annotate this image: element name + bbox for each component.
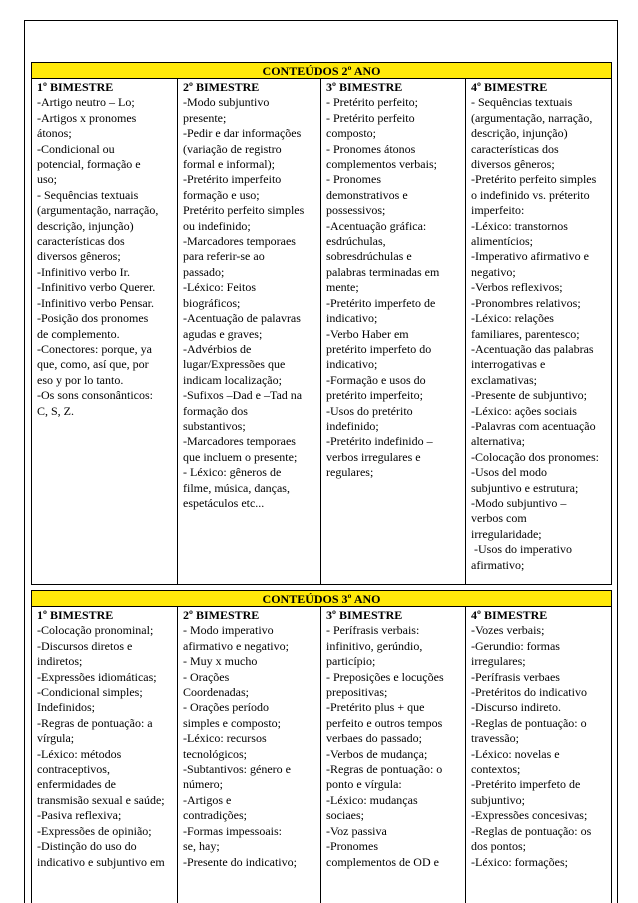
content-line: (argumentação, narração, [37,203,159,218]
content-line: lugar/Expressões que [183,357,286,372]
content-line: -Pronomes [326,839,378,854]
content-line: subjuntivo; [471,792,526,807]
content-line: -Infinitivo verbo Querer. [37,280,156,295]
content-line: formal e informal); [183,157,275,172]
content-line: - Preposições e locuções [326,669,444,684]
content-line: infinitivo, gerúndio, [326,638,423,653]
content-line: -Imperativo afirmativo e [471,249,589,264]
content-line: indicativo; [326,357,378,372]
content-line: -Vozes verbais; [471,623,545,638]
content-line: - Muy x mucho [183,654,258,669]
content-line: -Léxico: formações; [471,854,568,869]
content-line: indicativo e subjuntivo em [37,854,165,869]
content-line: mente; [326,280,359,295]
content-line: -Modo subjuntivo [183,95,270,110]
content-line: -Expressões de opinião; [37,823,152,838]
content-line: espetáculos etc... [183,495,265,510]
content-line: -Reglas de pontuação: o [471,715,587,730]
content-line: -Gerundio: formas [471,638,560,653]
content-line: verbaes do passado; [326,731,422,746]
bimester-column [32,607,178,903]
content-line: - Sequências textuais [471,95,573,110]
content-line: - Modo imperativo [183,623,274,638]
content-line: biográficos; [183,295,241,310]
content-line: contextos; [471,762,521,777]
content-line: imperfeito: [471,203,525,218]
content-line: formação dos [183,403,248,418]
content-line: -Discurso indireto. [471,700,561,715]
content-line: átonos; [37,126,72,141]
content-line: -Pronombres relativos; [471,295,581,310]
content-line: - Sequências textuais [37,187,139,202]
content-line: verbos com [471,511,527,526]
content-line: -Acentuação gráfica: [326,218,427,233]
content-line: -Usos do pretérito [326,403,413,418]
content-line: -Léxico: transtornos [471,218,568,233]
content-table-3-ano [31,590,612,903]
content-line: para referir-se ao [183,249,265,264]
content-line: -Distinção do uso do [37,839,137,854]
content-line: -Usos do imperativo [471,542,572,557]
content-line: -Pretérito indefinido – [326,434,433,449]
content-line: que incluem o presente; [183,449,298,464]
content-line: número; [183,777,223,792]
section-title: CONTEÚDOS 2º ANO [32,63,612,79]
content-line: negativo; [471,264,516,279]
content-line: -Pretérito imperfeito [183,172,282,187]
content-line: -Regras de pontuação: o [326,762,443,777]
content-line: -Léxico: novelas e [471,746,560,761]
content-line: Indefinidos; [37,700,95,715]
content-line: irregularidade; [471,526,542,541]
content-line: descrição, injunção) [471,126,568,141]
content-line: características dos [471,141,559,156]
content-line: -Verbos reflexivos; [471,280,563,295]
content-line: esdrúchulas, [326,234,386,249]
content-line: complementos verbais; [326,157,437,172]
content-line: -Léxico: mudanças [326,792,418,807]
content-line: -Pretérito perfeito simples [471,172,597,187]
content-line: agudas e graves; [183,326,263,341]
content-line: - Orações período [183,700,269,715]
content-line: -Modo subjuntivo – [471,495,567,510]
content-line: (variação de registro [183,141,282,156]
content-line: uso; [37,172,58,187]
content-line: -Condicional simples; [37,685,143,700]
content-line: -Léxico: Feitos [183,280,256,295]
content-line: diversos gêneros; [37,249,121,264]
content-line: alimentícios; [471,234,533,249]
content-line: - Pronomes átonos [326,141,416,156]
content-line: -Marcadores temporaes [183,434,296,449]
content-line: o indefinido vs. préterito [471,187,590,202]
content-line: descrição, injunção) [37,218,134,233]
content-line: indefinido; [326,418,379,433]
bimester-column [178,607,321,903]
content-line: -Colocação dos pronomes: [471,449,599,464]
content-line: possessivos; [326,203,386,218]
content-line: ponto e vírgula: [326,777,402,792]
content-line: -Presente de subjuntivo; [471,388,587,403]
content-line: - Léxico: gêneros de [183,465,282,480]
content-line: palabras terminadas em [326,264,440,279]
content-line: -Colocação pronominal; [37,623,154,638]
content-line: verbos irregulares e [326,449,421,464]
content-line: -Advérbios de [183,341,252,356]
content-line: afirmativo e negativo; [183,638,289,653]
content-line: contradições; [183,808,247,823]
content-line: familiares, parentesco; [471,326,580,341]
content-line: -Voz passiva [326,823,387,838]
content-line: indicativo; [326,311,378,326]
content-line: -Léxico: ações sociais [471,403,577,418]
content-line: -Conectores: porque, ya [37,341,152,356]
content-line: -Infinitivo verbo Ir. [37,264,130,279]
content-line: -Pretérito imperfeto de [471,777,581,792]
content-line: - Pretérito perfeito; [326,95,418,110]
content-line: -Expressões concesivas; [471,808,588,823]
content-line: travessão; [471,731,519,746]
bimester-heading: 2º BIMESTRE [183,608,260,622]
content-line: -Expressões idiomáticas; [37,669,157,684]
content-line: transmisão sexual e saúde; [37,792,165,807]
content-line: pretérito imperfeto do [326,341,432,356]
content-line: eso y por lo tanto. [37,372,124,387]
content-line: -Pretérito plus + que [326,700,425,715]
content-line: -Pretéritos do indicativo [471,685,587,700]
content-line: -Condicional ou [37,141,115,156]
content-line: -Verbo Haber em [326,326,409,341]
content-line: complementos de OD e [326,854,439,869]
content-line: -Presente do indicativo; [183,854,297,869]
content-line: -Infinitivo verbo Pensar. [37,295,154,310]
content-line: -Pretérito imperfeto de [326,295,436,310]
content-line: -Artigos x pronomes [37,110,137,125]
content-line: -Léxico: relações [471,311,554,326]
bimester-heading: 1º BIMESTRE [37,80,114,94]
content-line: - Perífrasis verbais: [326,623,420,638]
content-line: -Formação e usos do [326,372,426,387]
bimester-heading: 4º BIMESTRE [471,80,548,94]
content-line: - Pretérito perfeito [326,110,415,125]
content-line: filme, música, danças, [183,480,290,495]
bimester-heading: 2º BIMESTRE [183,80,260,94]
bimester-column [466,607,612,903]
content-line: contraceptivos, [37,762,110,777]
bimester-column [321,607,466,903]
content-line: formação e uso; [183,187,260,202]
content-line: afirmativo; [471,557,525,572]
content-line: presente; [183,110,227,125]
content-line: -Reglas de pontuação: os [471,823,592,838]
content-line: - Orações [183,669,230,684]
content-line: -Formas impessoais: [183,823,282,838]
bimester-heading: 4º BIMESTRE [471,608,548,622]
content-line: -Acentuação de palavras [183,311,301,326]
content-line: vírgula; [37,731,75,746]
section-title: CONTEÚDOS 3º ANO [32,591,612,607]
content-line: enfermidades de [37,777,116,792]
content-line: (argumentação, narração, [471,110,593,125]
content-line: sociaes; [326,808,364,823]
content-line: diversos gêneros; [471,157,555,172]
content-line: dos pontos; [471,839,527,854]
content-line: Coordenadas; [183,685,249,700]
content-line: -Artigos e [183,792,232,807]
content-line: alternativa; [471,434,525,449]
content-line: -Pedir e dar informações [183,126,302,141]
content-line: - Pronomes [326,172,381,187]
content-line: -Discursos diretos e [37,638,133,653]
content-line: potencial, formação e [37,157,141,172]
content-line: ou indefinido; [183,218,251,233]
content-line: demonstrativos e [326,187,408,202]
content-line: -Perífrasis verbaes [471,669,560,684]
content-line: -Verbos de mudança; [326,746,428,761]
content-line: indiretos; [37,654,83,669]
content-line: se, hay; [183,839,220,854]
content-line: substantivos; [183,418,246,433]
content-line: subjuntivo e estrutura; [471,480,579,495]
content-line: -Léxico: recursos [183,731,267,746]
content-line: -Regras de pontuação: a [37,715,153,730]
content-line: Pretérito perfeito simples [183,203,305,218]
content-line: -Léxico: métodos [37,746,122,761]
content-line: simples e composto; [183,715,281,730]
content-line: -Palavras com acentuação [471,418,596,433]
content-line: indicam localização; [183,372,282,387]
content-line: -Os sons consonânticos: [37,388,153,403]
content-line: interrogativas e [471,357,546,372]
content-line: tecnológicos; [183,746,247,761]
content-line: -Pasiva reflexiva; [37,808,122,823]
content-line: particípio; [326,654,376,669]
bimester-heading: 3º BIMESTRE [326,80,403,94]
content-line: -Usos del modo [471,465,547,480]
content-line: -Subtantivos: género e [183,762,291,777]
content-line: pretérito imperfeito; [326,388,423,403]
bimester-heading: 3º BIMESTRE [326,608,403,622]
content-line: -Posição dos pronomes [37,311,149,326]
content-line: de complemento. [37,326,120,341]
content-line: regulares; [326,465,374,480]
content-line: -Marcadores temporaes [183,234,296,249]
content-line: características dos [37,234,125,249]
content-line: sobresdrúchulas e [326,249,412,264]
content-line: que, como, así que, por [37,357,149,372]
content-line: exclamativas; [471,372,537,387]
content-line: -Acentuação das palabras [471,341,594,356]
content-line: prepositivas; [326,685,388,700]
content-line: irregulares; [471,654,526,669]
bimester-heading: 1º BIMESTRE [37,608,114,622]
content-line: composto; [326,126,376,141]
content-line: passado; [183,264,225,279]
content-line: -Artigo neutro – Lo; [37,95,135,110]
content-line: C, S, Z. [37,403,75,418]
content-line: perfeito e outros tempos [326,715,443,730]
content-line: -Sufixos –Dad e –Tad na [183,388,303,403]
